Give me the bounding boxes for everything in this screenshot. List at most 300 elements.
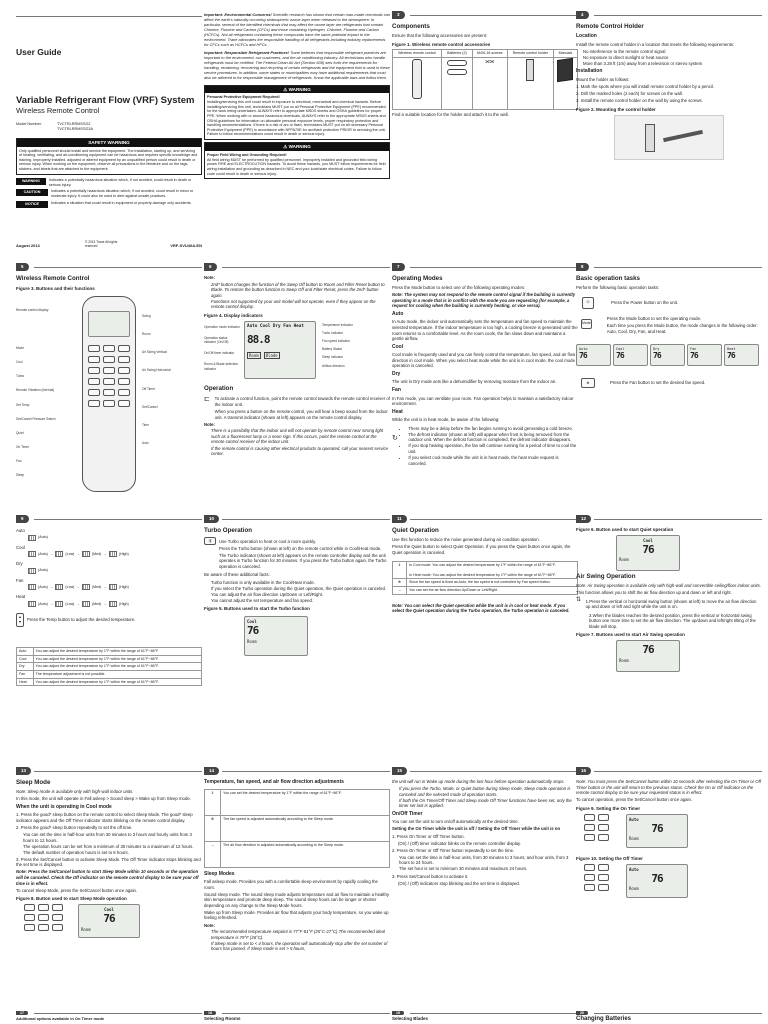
indicator-label: Airflow direction xyxy=(322,363,345,368)
page-timer-figures: 16 Note: You must press the Set/Cancel button within 10 seconds after selecting the On Timer or Off Timer button or the unit will return to the previous status. Check the On or Off indicator on the remote control display to be sure your requested status is in effect. To cancel operation, press the Set/Cancel button once again. Figure 9. Setting the On Timer Auto 76 Room Figure 10. Setting the Off Timer Auto 76 Room xyxy=(576,766,762,1004)
remote-button[interactable] xyxy=(584,814,595,821)
sleep-modes-heading: Sleep Modes xyxy=(204,870,235,877)
remote-button[interactable] xyxy=(24,904,35,911)
fan-icon xyxy=(109,551,117,557)
remote-button[interactable] xyxy=(103,356,115,363)
lcd-room: Room xyxy=(619,557,629,563)
list-item: 2. Press On Timer or Off Timer button repeatedly to set the time. xyxy=(392,847,515,853)
safety-warning-text: Only qualified personnel should install and service the equipment. The installation, starting up, and servicing of heating, ventilating, and air-conditioning equipment can be hazardous and requires specific knowledge and training. Improperly installed, adjusted or altered equipment by an unqualified person could result in death or serious injury. When working on the equipment, observe all precautions in the literature and on the tags, stickers, and labels that are attached to the equipment. xyxy=(19,148,198,172)
temp-button[interactable]: ▲ ▼ xyxy=(16,613,24,627)
sleep-mode-text: Fall asleep mode. Provides you with a comfortable sleep environment by rapidly cooling the room. xyxy=(204,879,378,890)
notice-text: Indicates a situation that could result in equipment or property-damage only accidents. xyxy=(51,200,192,205)
page-remote-holder: 4 Remote Control Holder Location Install the remote control holder in a location that meets the following requirements: • No interference to the remote control signal • No exposure to direct sunlight or heat source • More than 3.28 ft (1m) away from a television or stereo system Installation Mount the holder as follows: 1. Mark the spots where you will install remote control holder by a pencil. 2. Drill the marked holes (2 each) for screws on the wall. 3. Install the remote control holder on the wall by using the screws. Figure 2. Mounting the control holder xyxy=(576,10,762,254)
remote-button[interactable] xyxy=(38,914,49,921)
remote-button[interactable] xyxy=(24,924,35,931)
remote-button[interactable] xyxy=(584,864,595,871)
remote-button[interactable] xyxy=(38,904,49,911)
lcd-temperature: 76 xyxy=(247,624,259,638)
figure-3-caption: Figure 3. Buttons and their functions xyxy=(16,286,95,292)
fan-icon xyxy=(55,584,63,590)
fan-icon: ✻ xyxy=(210,816,214,821)
list-item: 3. Install the remote control holder on the wall by using the screws. xyxy=(576,98,703,104)
fan-speed-label: (Auto) xyxy=(38,584,48,589)
remote-signal-icon: ⊏ xyxy=(204,395,210,403)
batteries-icon xyxy=(447,60,467,66)
page-display-indicators: 6 Note: • 2nd* button changes the function of the Swep Off button to Room and Filter Reset button to Blade. To restore the button function to Swep Off and Filter Reset, press the 2nd* button again. • Functions not supported by your unit model will not operate, even if they appear on the remote control display. Figure 4. Display indicators Operation mode indicator Operation status indicator (On/Off) On/Off timer indicator Room & Blade selection indicator Auto Cool Dry Fan Heat 88.8 Room Blade Temperature indicator Turbo indicator Fan speed indicator Battery Status Sleep indicator Airflow direction Operation ⊏ To activate a control function, point the remote control towards the remote control receiver of the indoor unit. When you press a button on the remote control, you will hear a beep sound from the indoor unit. A transmit indicator (shown at left) appears on the remote control display. Note: • There is a possibility that the indoor unit will not operate by remote control near strong light such as a fluorescent lamp or a neon sign. If this occurs, point the remote control at the remote control receiver of the indoor unit. • If the remote control is causing other electrical products to operated, call your nearest service center. xyxy=(204,262,390,506)
page-changing-batteries: 20 Changing Batteries xyxy=(576,1010,762,1022)
document-number: VRF-SVU40A-EN xyxy=(170,243,202,249)
callout-label: Room xyxy=(142,332,151,337)
list-item: • You can set the time in half-hour units from 30 minutes to 3 hours and hourly units from 3 hours to 12 hours. xyxy=(23,832,202,843)
page-air-swing: 12 Figure 6. Button used to start Quiet operation Cool 76 Room Air Swing Operation Note: Air Swing operation is available only with high-wall and convertible ceiling/floor indoor units. This function allows you to shift the air flow direction up and down or left and right. ⇅ 1.Press the vertical or horizontal swing button (shown at left) to move the air flow direction up and down or left and right while the unit is on. 2.When the blades reaches the desired position, press the vertical or horizontal swing button one more time to set the air flow direction. The up/down and left/right tilting of the blade will stop. Figure 7. Buttons used to start Air Swing operation 76 Room xyxy=(576,514,762,758)
model-number: TVCTRLRRMSSG2 xyxy=(57,121,91,126)
callout-label: Air Swing Vertical xyxy=(142,350,167,355)
lcd-temperature: 76 xyxy=(642,643,654,657)
indicator-label: Room & Blade selection indicator xyxy=(204,362,239,371)
remote-button[interactable] xyxy=(88,367,100,374)
remote-button[interactable] xyxy=(103,367,115,374)
remote-button[interactable] xyxy=(52,924,63,931)
callout-label: Swing xyxy=(142,313,151,318)
sleep-text: In this mode, the unit will operate in Fall asleep > Sound sleep > Wake up from Sleep mode. xyxy=(16,796,191,802)
remote-button[interactable] xyxy=(103,389,115,396)
safety-warning-box xyxy=(16,138,202,175)
list-item: 1. Press the good* sleep button on the remote control to select Sleep Mode. The good* sleep indicator appears and the Off Timer indicator starts blinking on the remote control display. xyxy=(16,812,193,823)
modes-intro: Press the Mode button to select one of the following operating modes: xyxy=(392,285,526,291)
screws-icon: ⫘⫘ xyxy=(485,59,495,66)
notice-label: NOTICE xyxy=(16,201,48,208)
mode-label: Heat xyxy=(16,594,26,600)
fan-speed-label: (Auto) xyxy=(38,551,48,556)
timer-cancel: To cancel operation, press the Set/Cancel button once again. xyxy=(576,797,693,803)
air-swing-step: 1.Press the vertical or horizontal swing button (shown at left) to move the air flow direction up and down or left and right while the unit is on. xyxy=(585,598,757,610)
quiet-note: Note: You can select the Quiet operation while the unit is in cool or heat mode. If you select the Quiet operation during the Turbo operation, the Turbo operation is canceled. xyxy=(392,602,570,614)
fan-speed-label: (Auto) xyxy=(38,601,48,606)
publication-date: August 2013 xyxy=(16,243,40,249)
operating-modes-title: Operating Modes xyxy=(392,275,443,282)
remote-button[interactable] xyxy=(598,884,609,891)
accessories-table xyxy=(392,49,578,110)
mode-button[interactable]: Mode xyxy=(581,319,592,329)
page-quiet-operation: 11 Quiet Operation Use this function to reduce the noise generated during air condition operation. Press the Quiet button to select Quiet Operation. If you press the Quiet button once again, the Quiet operation is canceled. ⇕ In Cool mode: You can adjust the desired temperature by 1°F within the range of 61°F~86°F. In Heat mode: You can adjust the desired temperature by 1°F within the range of 61°F~86°F. ✻ Since the fan speed is fixed as Auto, the fan speed is not controlled by Fan speed button. ↔ You can set the air flow direction Up/Down or Left/Right. Note: You can select the Quiet operation while the unit is in cool or heat mode. If you select the Quiet operation during the Turbo operation, the Turbo operation is canceled. xyxy=(392,514,578,758)
caution-text: Indicates a potentially hazardous situation which, if not avoided, could result in minor or moderate injury. It could also be used to alert against unsafe practices. xyxy=(51,189,194,199)
sleep-buttons xyxy=(24,904,63,931)
callout-label: Set/Cancel Pressure Switch xyxy=(16,416,56,421)
turbo-button[interactable]: ⇶ xyxy=(204,537,216,545)
power-text: Press the Power button on the unit. xyxy=(611,299,679,305)
auto-heading: Auto xyxy=(392,310,404,317)
page-sleep-adjustments: 14 Temperature, fan speed, and air flow direction adjustments ⇕ You can set the desired temperature by 1°F within the range of 61°F~86°F. ✻ The fan speed is adjusted automatically according to the Sleep mode. ↔ The air flow direction is adjusted automatically according to the Sleep mode. Sleep Modes Fall asleep mode. Provides you with a comfortable sleep environment by rapidly cooling the room. Sound sleep mode. The sound sleep mode adjusts temperature and air flow to maintain a healthy skin temperature and promote deep sleep. The sound sleep hours can be longer or shorter depending on any change to the Sleep Mode hours. Wake up from Sleep mode. Provides air flow that adjusts your body temperature, so you wake up feeling refreshed. Note: • The recommended temperature setpoint is 77°F-81°F (25°C-27°C) The recommended ideal temperature is 79°F (26°C). • If Sleep mode is set to < 4 hours, the operation will automatically stop after the set number of hours has passed. If Sleep mode is set > 5 hours, xyxy=(204,766,390,1004)
mode-lcd: Dry 76 xyxy=(650,344,685,366)
remote-button[interactable] xyxy=(118,356,130,363)
list-item: • More than 3.28 ft (1m) away from a television or stereo system xyxy=(583,61,762,67)
callout-label: Quiet xyxy=(16,430,24,435)
mode-lcd: Fan 76 xyxy=(687,344,722,366)
warning-label: WARNING xyxy=(16,178,46,185)
fan-icon: ✻ xyxy=(397,580,401,585)
table-row: ✻ The fan speed is adjusted automatically according to the Sleep mode. xyxy=(205,815,390,841)
installation-text: Mount the holder as follows: xyxy=(576,76,630,82)
lcd-temperature: 76 xyxy=(651,821,663,835)
room-indicator: Room xyxy=(249,352,259,358)
auto-text: In Auto mode, the indoor unit automatically sets the temperature and fan speed to maintain the selected temperature. If the indoor temperature is too high, a cooling breeze is generated until the room returns to a comfortable level. As the room cools, the fan slows down and maintains a gentle airflow. xyxy=(392,319,578,342)
figure-1-caption: Figure 1. Wireless remote control accessories xyxy=(392,41,491,47)
indicator-label: Fan speed indicator xyxy=(322,339,350,344)
wiring-warning-label: ⚠ WARNING xyxy=(205,143,389,151)
sleep-mode-text: Wake up from Sleep mode. Provides air flow that adjusts your body temperature, so you wake up feeling refreshed. xyxy=(204,909,389,921)
air-swing-step: 2.When the blades reaches the desired position, press the vertical or horizontal swing button one more time to set the air flow direction. The up/down and left/right tilting of the blade will stop. xyxy=(589,612,756,629)
screwdriver-icon xyxy=(663,129,703,141)
sleep-adjustments-table xyxy=(204,789,390,868)
warning-triangle-icon: ⚠ xyxy=(283,144,288,150)
holder-title: Remote Control Holder xyxy=(576,23,644,30)
table-row: ⇕ You can set the desired temperature by 1°F within the range of 61°F~86°F. xyxy=(205,789,390,815)
section-title: Selecting Blades xyxy=(392,1016,429,1021)
table-row: ⇕ In Cool mode: You can adjust the desired temperature by 1°F within the range of 61°F~86°F. In Heat mode: You can adjust the desired temperature by 1°F within the range of 61°F~86°F. xyxy=(393,562,578,579)
remote-button[interactable] xyxy=(103,378,115,385)
remote-button[interactable] xyxy=(584,874,595,881)
adjustments-title: Temperature, fan speed, and air flow direction adjustments xyxy=(204,779,344,785)
cover-main-title: Variable Refrigerant Flow (VRF) System xyxy=(16,95,195,107)
lcd-room: Room xyxy=(247,638,257,644)
batteries-icon xyxy=(447,69,467,75)
heat-text: While the unit is in heat mode, be aware of the following: xyxy=(392,417,500,423)
warning-triangle-icon: ⚠ xyxy=(283,86,288,92)
fan-speed-label: (Low) xyxy=(65,551,75,556)
remote-button[interactable] xyxy=(598,814,609,821)
components-title: Components xyxy=(392,23,430,30)
remote-button[interactable] xyxy=(598,824,609,831)
remote-button[interactable] xyxy=(584,834,595,841)
callout-label: On Timer xyxy=(16,445,30,449)
remote-button[interactable] xyxy=(38,924,49,931)
temperature-display: 88.8 xyxy=(247,333,270,347)
remote-button[interactable] xyxy=(598,874,609,881)
mounting-illustration xyxy=(614,115,724,160)
model-number: TVCTRLRRMSSG3A xyxy=(57,126,94,131)
page-components: 3 Components Ensure that the following accessories are present: Figure 1. Wireless remote control accessories Wireless remote control Batteries (2) M4XL16 screws Remote control holder Manuals ⫘⫘ Find a suitable location for the holder and attach it to the wall. xyxy=(392,10,578,254)
ppe-warning-title: Personal Protective Equipment Required! xyxy=(207,95,280,100)
page-fan-speed-table: 9 Auto (Auto) Cool (Auto) → (Low) → (Med) → (High) Dry (Auto) Fan (Auto) → (Low) → (Med) → (High) Heat (Auto) → (Low) → (Med) → (High) ▲ ▼ Press the Temp button to adjust the desired temperature. Auto You can adjust the desired temperature by 1°F within the range of 61°F~86°F. Cool You can adjust the desired temperature by 1°F within the range of 61°F~86°F. Dry You can adjust the desired temperature by 1°F within the range of 61°F~86°F. Fan The temperature adjustment is not possible. Heat You can adjust the desired temperature by 1°F within the range of 61°F~86°F. xyxy=(16,514,202,758)
fan-icon xyxy=(28,551,36,557)
remote-button[interactable] xyxy=(88,345,100,352)
quiet-text: Press the Quiet button to select Quiet Operation. If you press the Quiet button once again, the Quiet operation is canceled. xyxy=(392,544,571,555)
fan-speed-label: (Auto) xyxy=(38,568,48,573)
installation-heading: Installation xyxy=(576,68,603,75)
note-item: • If you press the Turbo, Mode, or Quiet button during Sleep mode, Sleep mode operation is canceled and the selected mode of operation starts. xyxy=(399,786,578,797)
remote-button[interactable] xyxy=(88,389,100,396)
callout-label: Mode xyxy=(16,345,24,350)
page-strip-bottom xyxy=(0,1010,768,1024)
fan-speed-label: (Auto) xyxy=(38,535,48,540)
lcd-temperature: 76 xyxy=(642,543,654,557)
list-item: • If you select cool mode while the unit is in heat mode, the heat mode request is canceled. xyxy=(408,455,578,466)
model-label: Model Number: xyxy=(16,121,42,126)
fan-speed-grid: Auto (Auto) Cool (Auto) → (Low) → (Med) → (High) Dry (Auto) Fan (Auto) → (Low) → (Med) → (High) Heat (Auto) → (Low) → (Med) → (High) xyxy=(16,528,202,607)
indicator-label: Temperature indicator xyxy=(322,322,353,327)
temp-text: Press the Temp button to adjust the desired temperature. xyxy=(27,617,136,623)
list-item: (On) / (Off) indicators stop blinking and the set time is displayed. xyxy=(398,880,520,886)
remote-button[interactable] xyxy=(118,378,130,385)
lcd-mode: Cool xyxy=(643,537,653,543)
mode-lcd: Heat 76 xyxy=(724,344,759,366)
refrigerant-heading: Important: Responsible Refrigerant Practices! xyxy=(204,50,289,56)
timer-text: You can set the unit to turn on/off automatically at the desired time. xyxy=(392,819,519,825)
remote-button[interactable] xyxy=(88,378,100,385)
col-remote: Wireless remote control xyxy=(393,50,442,58)
figure-2-caption: Figure 2. Mounting the control holder xyxy=(576,106,656,112)
fan-icon xyxy=(82,601,90,607)
remote-button[interactable] xyxy=(88,400,100,407)
fan-speed-label: (Med) xyxy=(91,601,102,606)
turbo-lcd xyxy=(244,616,308,656)
callout-label: Off Timer xyxy=(142,386,156,391)
fan-speed-label: (High) xyxy=(118,601,129,606)
cool-text: Cool mode is frequently used and you can freely control the temperature, fan speed, and air flow direction in cool mode. When you select heat mode while the unit is in cool mode, the cool mode operation is canceled. xyxy=(392,352,576,369)
remote-button[interactable] xyxy=(118,367,130,374)
list-item: • The operation hours can be set from a minimum of 30 minutes to a maximum of 12 hours. xyxy=(23,844,202,850)
remote-button[interactable] xyxy=(24,914,35,921)
fan-speed-label: (Med) xyxy=(91,551,102,556)
callout-label: Air Swing Horizontal xyxy=(142,368,171,373)
page-sleep-mode: 13 Sleep Mode Note: Sleep mode is available only with high-wall indoor units. In this mode, the unit will operate in Fall asleep > Sound sleep > Wake up from Sleep mode. When the unit is operating in Cool mode 1. Press the good* sleep button on the remote control to select Sleep Mode. The good* sleep indicator appears and the Off Timer indicator starts blinking on the remote control display. 2. Press the good* sleep button repeatedly to set the off time. • You can set the time in half-hour units from 30 minutes to 3 hours and hourly units from 3 hours to 12 hours. • The operation hours can be set from a minimum of 30 minutes to a maximum of 12 hours. • The default number of operation hours is set to 8 hours. 3. Press the Set/Cancel button to activate Sleep Mode. The Off Timer indicator stops blinking and the set time is displayed. Note: Press the Set/Cancel button to start Sleep Mode within 10 seconds or the operation will be canceled. Check the Off indicator on the remote control display to be sure your off time is in effect. To cancel Sleep Mode, press the Set/Cancel button once again. Figure 8. Button used to start Sleep Mode operation Cool 76 Room xyxy=(16,766,202,1004)
fan-icon xyxy=(28,535,36,541)
basic-ops-intro: Perform the following basic operation tasks: xyxy=(576,285,660,291)
fan-icon xyxy=(109,584,117,590)
manual-icon xyxy=(557,58,573,82)
callout-label: Cool xyxy=(16,360,23,365)
table-row: ↔ You can set the air flow direction Up/Down or Left/Right. xyxy=(393,586,578,594)
air-swing-title: Air Swing Operation xyxy=(576,572,636,580)
turbo-text: Press the Turbo button (shown at left) on the remote control while in Cool/Heat mode. xyxy=(219,545,382,551)
note-item: • 2nd* button changes the function of the Swep Off button to Room and Filter Reset button to Blade. To restore the button function to Swep Off and Filter Reset, press the 2nd* button again. xyxy=(211,282,390,299)
list-item: 2. Drill the marked holes (2 each) for screws on the wall. xyxy=(576,91,683,97)
remote-title: Wireless Remote Control xyxy=(16,275,90,282)
mode-lcd: Auto 76 xyxy=(576,344,611,366)
list-item: • Turbo function is only available in the Cool/Heat mode. xyxy=(211,580,390,586)
lcd-temperature: 76 xyxy=(651,871,663,885)
fan-text: In Fan mode, you can ventilate your room. Fan operation helps to maintain a satisfactory indoor environment. xyxy=(392,395,574,407)
remote-lcd xyxy=(88,311,130,337)
remote-button[interactable] xyxy=(118,389,130,396)
note-heading: Note: xyxy=(204,275,215,280)
page-cover xyxy=(16,10,202,254)
page-selecting-rooms: 18 Selecting Rooms xyxy=(204,1010,390,1021)
dry-text: The unit in Dry mode acts like a dehumidifier by removing moisture from the indoor air. xyxy=(392,379,557,385)
lcd-room: Room xyxy=(629,836,639,842)
fan-speed-label: (Med) xyxy=(91,584,102,589)
remote-icon xyxy=(412,59,422,99)
note-item: • If both the On Timer/Off Timer and Sleep mode Off Timer functions have been set, only the timer set last is applied. xyxy=(399,798,578,809)
lcd-mode: Auto xyxy=(629,866,639,872)
warning-text: Indicates a potentially hazardous situation which, if not avoided, could result in death or serious injury. xyxy=(48,177,192,187)
turbo-title: Turbo Operation xyxy=(204,527,253,534)
sleep-mode-text: Sound sleep mode. The sound sleep mode adjusts temperature and air flow to maintain a healthy skin temperature and promote deep sleep. The sound sleep hours can be longer or shorter depending on any change to the Sleep Mode hours. xyxy=(204,891,390,908)
page-wireless-remote: 5 Wireless Remote Control Figure 3. Buttons and their functions Remote control display Mode Cool Turbo Remote Vibration (Internal) Set Temp Set/Cancel Pressure Switch Quiet On Timer Fan Sleep Swing Room Air Swing Vertical Air Swing Horizontal Off Timer Set/Cancel Time Auto xyxy=(16,262,202,506)
mode-indicator: Auto Cool Dry Fan Heat xyxy=(247,323,304,329)
remote-button[interactable] xyxy=(52,904,63,911)
note-item: • If the remote control is causing other electrical products to operated, call your nearest service center. xyxy=(211,446,390,457)
indicator-label: Battery Status xyxy=(322,347,343,352)
temp-icon: ⇕ xyxy=(397,563,401,568)
sleep-cancel: To cancel Sleep Mode, press the Set/Cancel button once again. xyxy=(16,887,138,893)
lcd-room: Room xyxy=(81,926,91,932)
sleep-continued: the unit will run in Wake up mode during the last hour before operation automatically stops. xyxy=(392,779,565,784)
remote-button[interactable] xyxy=(584,824,595,831)
fan-icon xyxy=(28,601,36,607)
col-manuals: Manuals xyxy=(553,50,577,58)
remote-button[interactable] xyxy=(598,834,609,841)
col-batteries: Batteries (2) xyxy=(441,50,472,58)
page-operating-modes: 7 Operating Modes Press the Mode button to select one of the following operating modes: Note: The system may not respond to the remote control signal if the building is currently operating in a mode that is in conflict with the mode you are requesting (for example, a request for cooling when the building is currently heating, or vice versa). Auto In Auto mode, the indoor unit automatically sets the temperature and fan speed to maintain the selected temperature. If the indoor temperature is too high, a cooling breeze is generated until the room returns to a comfortable level. As the room cools, the fan slows down and maintains a gentle airflow. Cool Cool mode is frequently used and you can freely control the temperature, fan speed, and air flow direction in cool mode. When you select heat mode while the unit is in cool mode, the cool mode operation is canceled. Dry The unit in Dry mode acts like a dehumidifier by removing moisture from the indoor air. Fan In Fan mode, you can ventilate your room. Fan operation helps to maintain a satisfactory indoor environment. Heat While the unit is in heat mode, be aware of the following: ↻ • There may be a delay before the fan begins running to avoid generating a cold breeze. • The defrost indicator (shown at left) will appear when frost is being removed from the outdoor unit. When the defrost function is completed, the defrost indicator disappears. • If you stop heating operation, the fan will continue running for a period of time to cool the unit. • If you select cool mode while the unit is in heat mode, the heat mode request is canceled. xyxy=(392,262,578,506)
timer-heading: On/Off Timer xyxy=(392,810,423,817)
caution-label: CAUTION xyxy=(16,189,48,196)
section-title: Selecting Rooms xyxy=(204,1016,241,1021)
refrigerant-text: Trane believes that responsible refrigerant practices are important to the environment, our customers, and the air conditioning industry. All technicians who handle refrigerants must be certified. The Federal Clean Air Act (Section 608) sets forth the requirements for handling, reclaiming, recovering and recycling of certain refrigerants and the equipment that is used in these service procedures. In addition, some states or municipalities may have additional requirements that must also be adhered to for responsible management of refrigerants. Know the applicable laws and follow them. xyxy=(204,50,390,81)
col-holder: Remote control holder xyxy=(507,50,553,58)
swing-lcd xyxy=(616,640,680,672)
list-item: • If you select the Turbo operation during the Quiet operation, the Quiet operation is canceled. xyxy=(211,586,390,592)
holder-icon xyxy=(645,124,655,152)
note-item: • Functions not supported by your unit model will not operate, even if they appear on the remote control display. xyxy=(211,299,390,310)
mode-lcd: Cool 76 xyxy=(613,344,648,366)
callout-label: Set Temp xyxy=(16,402,30,407)
remote-button[interactable] xyxy=(118,345,130,352)
remote-button[interactable] xyxy=(584,884,595,891)
wiring-warning-title: Proper Field Wiring and Grounding Required! xyxy=(207,153,287,158)
note-heading: Note: xyxy=(204,922,215,928)
remote-button[interactable] xyxy=(103,400,115,407)
location-text: Install the remote control holder in a location that meets the following requirements: xyxy=(576,41,735,47)
mode-label: Fan xyxy=(16,577,24,583)
page-important-notices xyxy=(204,10,390,254)
remote-button[interactable] xyxy=(118,400,130,407)
fan-icon xyxy=(55,551,63,557)
timer-note: Note: You must press the Set/Cancel button within 10 seconds after selecting the On Timer or Off Timer button or the unit will return to the previous status. Check the On or Off indicator on the remote control display to be sure your requested status is in effect. xyxy=(576,779,761,796)
mode-text: Press the Mode button to set the operating mode. xyxy=(606,316,702,322)
fan-icon xyxy=(109,601,117,607)
temperature-range-table xyxy=(16,647,202,686)
indicator-label: Operation mode indicator xyxy=(204,324,240,329)
fan-speed-label: (High) xyxy=(118,551,129,556)
fan-button[interactable]: ✻ xyxy=(581,378,595,388)
quiet-lcd xyxy=(616,535,680,571)
air-swing-note: Note: Air Swing operation is available only with high-wall and convertible ceiling/floor indoor units. xyxy=(576,582,761,588)
heat-heading: Heat xyxy=(392,408,403,415)
list-item: 3. Press the Set/Cancel button to activate Sleep Mode. The Off Timer indicator stops blinking and the set time is displayed. xyxy=(16,856,201,868)
fan-text: Press the Fan button to set the desired fan speed. xyxy=(610,380,706,386)
copyright: © 2013 Trane All rights reserved xyxy=(85,240,118,249)
sleep-cool-heading: When the unit is operating in Cool mode xyxy=(16,803,112,810)
table-row: ↔ The air flow direction is adjusted automatically according to the Sleep mode. xyxy=(205,841,390,867)
table-row: ✻ Since the fan speed is fixed as Auto, the fan speed is not controlled by Fan speed button. xyxy=(393,579,578,587)
callout-label: Remote control display xyxy=(16,307,49,312)
fan-icon xyxy=(28,568,36,574)
fan-speed-label: (Low) xyxy=(65,584,75,589)
lcd-room: Room xyxy=(629,885,639,891)
sleep-title: Sleep Mode xyxy=(16,779,51,786)
list-item: 2. Press the good* sleep button repeatedly to set the off time. xyxy=(16,824,133,830)
callout-label: Turbo xyxy=(16,374,25,379)
list-item: • The set hour is set to minimum 30 minutes and maximum 24 hours. xyxy=(399,866,578,872)
note-item: • There is a possibility that the indoor unit will not operate by remote control near strong light such as a fluorescent lamp or a neon sign. If this occurs, point the remote control at the remote control receiver of the indoor unit. xyxy=(211,428,390,445)
sleep-note-2: Note: Press the Set/Cancel button to start Sleep Mode within 10 seconds or the operation will be canceled. Check the Off indicator on the remote control display to be sure your off time is in effect. xyxy=(16,869,199,886)
cover-subtitle: Wireless Remote Control xyxy=(16,106,100,116)
safety-warning-header: SAFETY WARNING xyxy=(17,139,201,147)
callout-label: Time xyxy=(142,422,149,427)
location-heading: Location xyxy=(576,33,597,40)
fan-icon xyxy=(28,584,36,590)
remote-button[interactable] xyxy=(103,345,115,352)
modes-note: Note: The system may not respond to the remote control signal if the building is currently operating in a mode that is in conflict with the mode you are requesting (for example, a request for cooling when the building is currently heating, or vice versa). xyxy=(392,292,576,309)
env-concerns-heading: Important: Environmental Concerns! xyxy=(204,11,272,17)
page-turbo-operation: 10 Turbo Operation ⇶ Use Turbo operation to heat or cool a room quickly. Press the Turbo button (shown at left) on the remote control while in Cool/Heat mode. The Turbo indicator (shown at left) appears on the remote controller display and the unit operates in Turbo function for 30 minutes. If you press the Turbo button again, the Turbo operation is canceled. Be aware of these additional facts: • Turbo function is only available in the Cool/Heat mode. • If you select the Turbo operation during the Quiet operation, the Quiet operation is canceled. • You can adjust the air flow direction Up/Down or Left/Right. • You cannot adjust the set temperature and fan speed. Figure 5. Buttons used to start the Turbo function Cool 76 Room xyxy=(204,514,390,758)
fan-heading: Fan xyxy=(392,387,401,393)
lcd-mode: Cool xyxy=(104,907,114,913)
mode-label: Dry xyxy=(16,561,23,567)
remote-button[interactable] xyxy=(598,864,609,871)
figure-9-caption: Figure 9. Setting the On Timer xyxy=(576,805,641,811)
turbo-text: The Turbo indicator (shown at left) appears on the remote controller display and the unit operates in Turbo function for 30 minutes. If you press the Turbo button again, the Turbo operation is canceled. xyxy=(219,552,387,569)
col-screws: M4XL16 screws xyxy=(472,50,507,58)
fan-icon xyxy=(82,584,90,590)
remote-button[interactable] xyxy=(52,914,63,921)
page-on-off-timer: 15 the unit will run in Wake up mode during the last hour before operation automatically stops. • If you press the Turbo, Mode, or Quiet button during Sleep mode, Sleep mode operation is canceled and the selected mode of operation starts. • If both the On Timer/Off Timer and Sleep mode Off Timer functions have been set, only the timer set last is applied. On/Off Timer You can set the unit to turn on/off automatically at the desired time. Setting the On Timer while the unit is off / Setting the Off Timer while the unit is on 1. Press On Timer or Off Timer button. (On) / (Off) timer indicator blinks on the remote controller display. 2. Press On Timer or Off Timer button repeatedly to set the time. • You can set the time in half-hour units, from 30 minutes to 3 hours; and hour units, from 3 hours to 24 hours. • The set hour is set to minimum 30 minutes and maximum 24 hours. 3. Press Set/Cancel button to activate it. (On) / (Off) indicators stop blinking and the set time is displayed. xyxy=(392,766,578,1004)
wiring-warning-box xyxy=(204,142,390,179)
turbo-text: Use Turbo operation to heat or cool a room quickly. xyxy=(219,538,317,544)
swing-icon: ↔ xyxy=(397,587,402,592)
list-item: (On) / (Off) timer indicator blinks on the remote controller display. xyxy=(398,840,522,846)
swing-icon: ⇅ xyxy=(576,597,582,604)
indicator-label: Operation status indicator (On/Off) xyxy=(204,335,229,345)
holder-icon xyxy=(526,59,534,81)
figure-10-caption: Figure 10. Setting the Off Timer xyxy=(576,855,643,861)
list-item: • The default number of operation hours is set to 8 hours. xyxy=(23,850,202,856)
temp-icon: ⇕ xyxy=(210,790,214,795)
components-intro: Ensure that the following accessories are present: xyxy=(392,33,488,39)
remote-control-illustration xyxy=(82,296,136,492)
table-row: Dry You can adjust the desired temperature by 1°F within the range of 61°F~86°F. xyxy=(17,663,202,671)
page-basic-operation: 8 Basic operation tasks Perform the following basic operation tasks: ⏻ Press the Power button on the unit. Mode Press the Mode button to set the operating mode. Each time you press the Mode button, the mode changes in the following order: Auto, Cool, Dry, Fan, and Heat. Auto 76 Cool 76 Dry 76 Fan 76 Heat 76 ✻ Press the Fan button to set the desired fan speed. xyxy=(576,262,762,506)
table-row: Cool You can adjust the desired temperature by 1°F within the range of 61°F~86°F. xyxy=(17,655,202,663)
note-item: • The recommended temperature setpoint is 77°F-81°F (25°C-27°C) The recommended ideal temperature is 79°F (26°C). xyxy=(211,929,390,940)
callout-label: Set/Cancel xyxy=(142,404,158,409)
figure-7-caption: Figure 7. Buttons used to start Air Swing operation xyxy=(576,632,685,638)
ppe-warning-box xyxy=(204,85,390,141)
remote-button[interactable] xyxy=(88,356,100,363)
note-item: • If Sleep mode is set to < 4 hours, the operation will automatically stop after the set number of hours has passed. If Sleep mode is set > 5 hours, xyxy=(211,941,390,952)
power-button[interactable]: ⏻ xyxy=(582,297,594,309)
sleep-note: Note: Sleep mode is available only with high-wall indoor units. xyxy=(16,789,134,795)
wiring-warning-text: All field wiring MUST be performed by qualified personnel. Improperly installed and grounded field wiring poses FIRE and ELECTROCUTION hazards. To avoid these hazards, you MUST follow requirements for field wiring installation and grounding as described in NEC and your local/state electrical codes. Failure to follow code could result in death or serious injury. xyxy=(207,157,386,176)
callout-label: Remote Vibration (Internal) xyxy=(16,388,55,393)
operation-heading: Operation xyxy=(204,384,234,392)
mode-text: Each time you press the Mode button, the mode changes in the following order: Auto, Cool, Dry, Fan, and Heat. xyxy=(606,323,758,334)
figure-4-caption: Figure 4. Display indicators xyxy=(204,312,263,318)
quiet-title: Quiet Operation xyxy=(392,527,439,534)
figure-5-caption: Figure 5. Buttons used to start the Turbo function xyxy=(204,606,310,612)
fan-speed-label: (Low) xyxy=(65,601,75,606)
list-item: 1. Mark the spots where you will install remote control holder by a pencil. xyxy=(576,83,715,89)
turbo-facts-intro: Be aware of these additional facts: xyxy=(204,572,270,578)
list-item: • No interference to the remote control signal xyxy=(583,49,762,55)
list-item: • No exposure to direct sunlight or heat source xyxy=(583,55,762,61)
list-item: • There may be a delay before the fan begins running to avoid generating a cold breeze. xyxy=(408,426,578,432)
on-timer-lcd xyxy=(626,814,688,848)
list-item: • You cannot adjust the set temperature and fan speed. xyxy=(211,598,390,604)
swing-icon: ↔ xyxy=(210,842,215,847)
indicator-label: Sleep indicator xyxy=(322,355,344,360)
